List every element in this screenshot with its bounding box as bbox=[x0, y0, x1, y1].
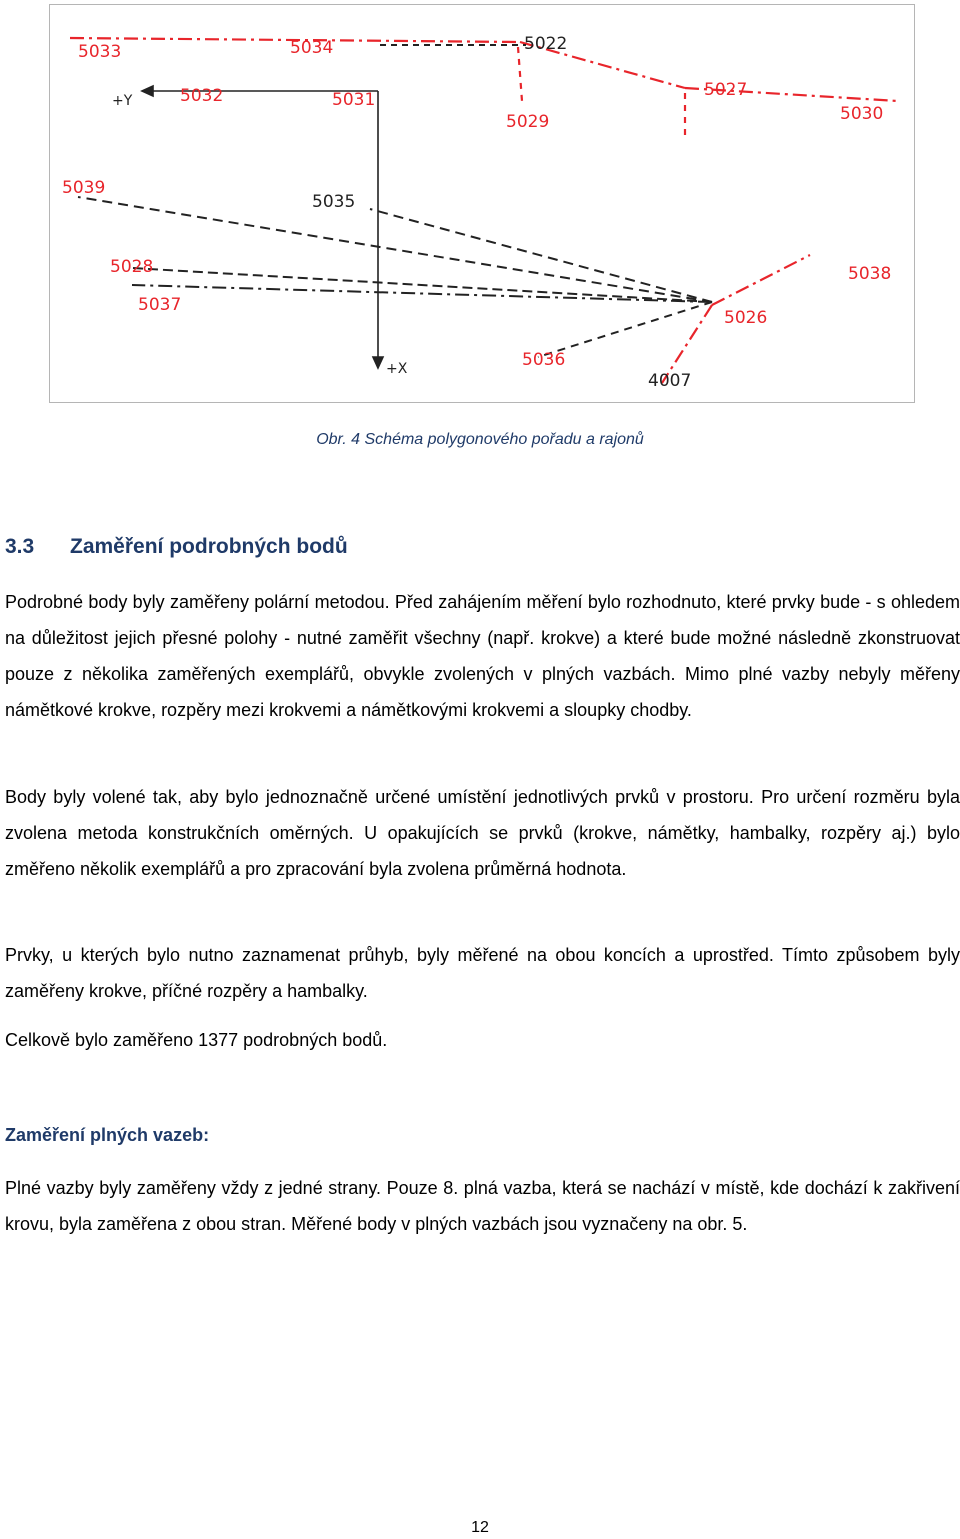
label-5028: 5028 bbox=[110, 257, 154, 277]
label-5027: 5027 bbox=[704, 80, 748, 100]
radial-line-5028 bbox=[132, 268, 712, 302]
traverse-line-vertical-5029 bbox=[518, 47, 522, 101]
label-5033: 5033 bbox=[78, 42, 122, 62]
label-5039: 5039 bbox=[62, 178, 106, 198]
paragraph-1: Podrobné body byly zaměřeny polární metodou. Před zahájením měření bylo rozhodnuto, které prvky bude - s ohledem na důležitost jejich přesné polohy - nutné zaměřit všechny (např. krokve) a které bude možné následně zkonstruovat pouze z několika zaměřených exemplářů, obvykle zvolených v plných vazbách. Mimo plné vazby nebyly měřeny námětkové krokve, rozpěry mezi krokvemi a námětkovými krokvemi a sloupky chodby. bbox=[5, 592, 960, 720]
paragraph-3: Prvky, u kterých bylo nutno zaznamenat průhyb, byly měřené na obou koncích a uprostřed. Tímto způsobem byly zaměřeny krokve, příčné rozpěry a hambalky. bbox=[5, 945, 960, 1001]
label-5022: 5022 bbox=[524, 34, 568, 54]
axis-x-label: +X bbox=[386, 361, 408, 377]
figure-caption: Obr. 4 Schéma polygonového pořadu a rajonů bbox=[316, 431, 644, 448]
label-4007: 4007 bbox=[648, 371, 692, 391]
paragraph-4: Celkově bylo zaměřeno 1377 podrobných bodů. bbox=[5, 1030, 388, 1050]
paragraph-2: Body byly volené tak, aby bylo jednoznačně určené umístění jednotlivých prvků v prostoru. Pro určení rozměru byla zvolena metoda konstrukčních oměrných. U opakujících se prvků (krokve, námětky, hambalky, rozpěry aj.) bylo změřeno několik exemplářů a pro zpracování byla zvolena průměrná hodnota. bbox=[5, 787, 960, 879]
label-5035: 5035 bbox=[312, 192, 356, 212]
section-heading bbox=[5, 535, 348, 559]
radial-line-5035 bbox=[370, 209, 712, 302]
label-5031: 5031 bbox=[332, 90, 376, 110]
label-5032: 5032 bbox=[180, 86, 224, 106]
axis-x-arrow bbox=[373, 357, 383, 368]
axis-y-arrow bbox=[142, 86, 153, 96]
label-5030: 5030 bbox=[840, 104, 884, 124]
subsection-heading: Zaměření plných vazeb: bbox=[5, 1125, 210, 1145]
label-5036: 5036 bbox=[522, 350, 566, 370]
page-number: 12 bbox=[471, 1519, 489, 1536]
traverse-line-5026-5038 bbox=[712, 255, 810, 305]
label-5026: 5026 bbox=[724, 308, 768, 328]
label-5034: 5034 bbox=[290, 38, 334, 58]
figure-polygon-schema bbox=[49, 4, 915, 403]
label-5029: 5029 bbox=[506, 112, 550, 132]
radial-line-5036 bbox=[538, 302, 712, 357]
label-5038: 5038 bbox=[848, 264, 892, 284]
axis-y-label: +Y bbox=[112, 93, 133, 109]
subsection-paragraph: Plné vazby byly zaměřeny vždy z jedné strany. Pouze 8. plná vazba, která se nachází v místě, kde dochází k zakřivení krovu, byla zaměřena z obou stran. Měřené body v plných vazbách jsou vyznačeny na obr. 5. bbox=[5, 1178, 960, 1234]
section-title: Zaměření podrobných bodů bbox=[70, 535, 348, 558]
label-5037: 5037 bbox=[138, 295, 182, 315]
section-number: 3.3 bbox=[5, 535, 35, 558]
radial-line-5039 bbox=[78, 197, 712, 302]
polygon-diagram bbox=[50, 5, 914, 402]
